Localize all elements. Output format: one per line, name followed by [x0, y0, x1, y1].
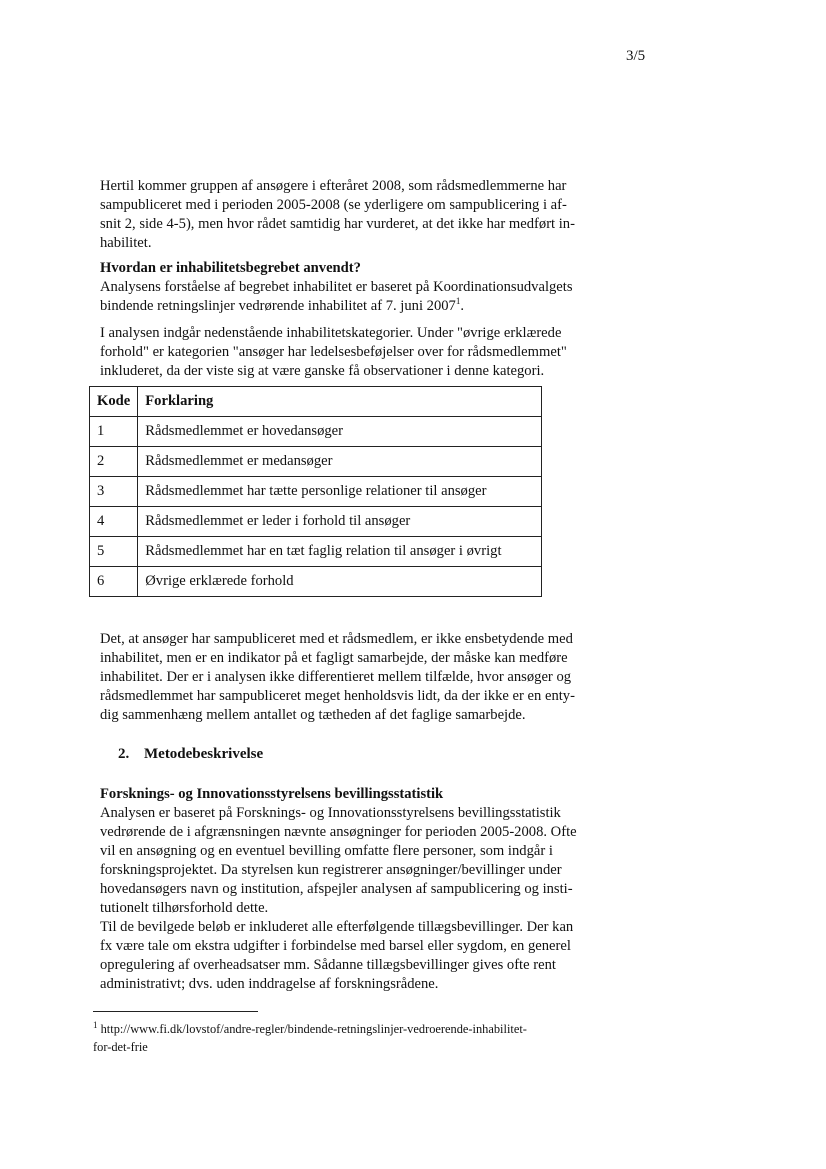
inhabilitet-section: [100, 259, 600, 316]
table-cell-description: Rådsmedlemmet er hovedansøger: [138, 417, 542, 447]
text-line: Analysen er baseret på Forsknings- og Innovationsstyrelsens bevillingsstatistik: [100, 805, 561, 821]
text-line: Hertil kommer gruppen af ansøgere i efteråret 2008, som rådsmedlemmerne har: [100, 178, 567, 194]
text-line: fx være tale om ekstra udgifter i forbindelse med barsel eller sygdom, en generel: [100, 938, 571, 954]
footnote-marker: 1: [93, 1019, 98, 1030]
footnote: [93, 1020, 527, 1056]
table-cell-description: Rådsmedlemmet har en tæt faglig relation til ansøger i øvrigt: [138, 537, 542, 567]
bevilling-paragraph: [100, 918, 600, 994]
text-fragment: .: [460, 298, 464, 314]
section-subheading: Hvordan er inhabilitetsbegrebet anvendt?: [100, 260, 361, 276]
footnote-reference: 1: [455, 296, 461, 307]
table-cell-code: 6: [90, 567, 138, 597]
table-cell-code: 1: [90, 417, 138, 447]
text-line: vedrørende de i afgrænsningen nævnte ansøgninger for perioden 2005-2008. Ofte: [100, 824, 577, 840]
column-header-kode: Kode: [90, 387, 138, 417]
text-line: inkluderet, da der viste sig at være ganske få observationer i denne kategori.: [100, 363, 545, 379]
text-line: snit 2, side 4-5), men hvor rådet samtidig har vurderet, at det ikke har medført in-: [100, 216, 575, 232]
section-title: Metodebeskrivelse: [144, 746, 264, 762]
text-line: inhabilitet. Der er i analysen ikke differentieret mellem tilfælde, hvor ansøger og: [100, 669, 572, 685]
after-table-paragraph: [100, 630, 600, 725]
table-cell-code: 3: [90, 477, 138, 507]
inhabilitet-category-table: [89, 386, 542, 597]
table-row: [90, 567, 542, 597]
footnote-url: http://www.fi.dk/lovstof/andre-regler/bindende-retningslinjer-vedroerende-inhabilitet-: [100, 1022, 527, 1036]
table-cell-code: 2: [90, 447, 138, 477]
text-line: forskningsprojektet. Da styrelsen kun registrerer ansøgninger/bevillinger under: [100, 862, 562, 878]
text-line: I analysen indgår nedenstående inhabilitetskategorier. Under "øvrige erklærede: [100, 325, 562, 341]
table-cell-code: 4: [90, 507, 138, 537]
table-row: [90, 447, 542, 477]
page-number: 3/5: [626, 48, 646, 64]
text-line: opregulering af overheadsatser mm. Sådanne tillægsbevillinger gives ofte rent: [100, 957, 556, 973]
text-line: Analysens forståelse af begrebet inhabilitet er baseret på Koordinationsudvalgets: [100, 279, 573, 295]
table-cell-description: Rådsmedlemmet er leder i forhold til ansøger: [138, 507, 542, 537]
table-row: [90, 417, 542, 447]
text-line: dig sammenhæng mellem antallet og tætheden af det faglige samarbejde.: [100, 707, 526, 723]
table-row: [90, 507, 542, 537]
text-fragment: bindende retningslinjer vedrørende inhabilitet af 7. juni 2007: [100, 298, 456, 314]
section-number: 2.: [118, 746, 130, 762]
text-line: administrativt; dvs. uden inddragelse af forskningsrådene.: [100, 976, 439, 992]
text-line: vil en ansøgning og en eventuel bevilling omfatte flere personer, som indgår i: [100, 843, 553, 859]
text-line: inhabilitet, men er en indikator på et fagligt samarbejde, der måske kan medføre: [100, 650, 568, 666]
table-row: [90, 537, 542, 567]
categories-paragraph: [100, 324, 600, 381]
section-subheading: Forsknings- og Innovationsstyrelsens bevillingsstatistik: [100, 786, 444, 802]
table-cell-description: Rådsmedlemmet er medansøger: [138, 447, 542, 477]
table-row: [90, 477, 542, 507]
text-line: sampubliceret med i perioden 2005-2008 (se yderligere om sampublicering i af-: [100, 197, 567, 213]
text-line: habilitet.: [100, 235, 152, 251]
text-line: hovedansøgers navn og institution, afspejler analysen af sampublicering og insti-: [100, 881, 573, 897]
footnote-url-continued: for-det-frie: [93, 1040, 148, 1054]
text-line: forhold" er kategorien "ansøger har ledelsesbeføjelser over for rådsmedlemmet": [100, 344, 567, 360]
table-cell-description: Øvrige erklærede forhold: [138, 567, 542, 597]
footnote-divider: [93, 1011, 258, 1012]
text-line: Til de bevilgede beløb er inkluderet alle efterfølgende tillægsbevillinger. Der kan: [100, 919, 574, 935]
table-cell-description: Rådsmedlemmet har tætte personlige relationer til ansøger: [138, 477, 542, 507]
table-cell-code: 5: [90, 537, 138, 567]
statistik-section: [100, 785, 600, 918]
text-line: tutionelt tilhørsforhold dette.: [100, 900, 269, 916]
table-header-row: [90, 387, 542, 417]
text-line: Det, at ansøger har sampubliceret med et rådsmedlem, er ikke ensbetydende med: [100, 631, 573, 647]
text-line: rådsmedlemmet har sampubliceret meget henholdsvis lidt, da der ikke er en enty-: [100, 688, 575, 704]
text-line: [100, 297, 600, 316]
column-header-forklaring: Forklaring: [138, 387, 542, 417]
text-line: [93, 1020, 527, 1038]
intro-paragraph: [100, 177, 600, 253]
section-heading-metodebeskrivelse: [118, 746, 263, 763]
